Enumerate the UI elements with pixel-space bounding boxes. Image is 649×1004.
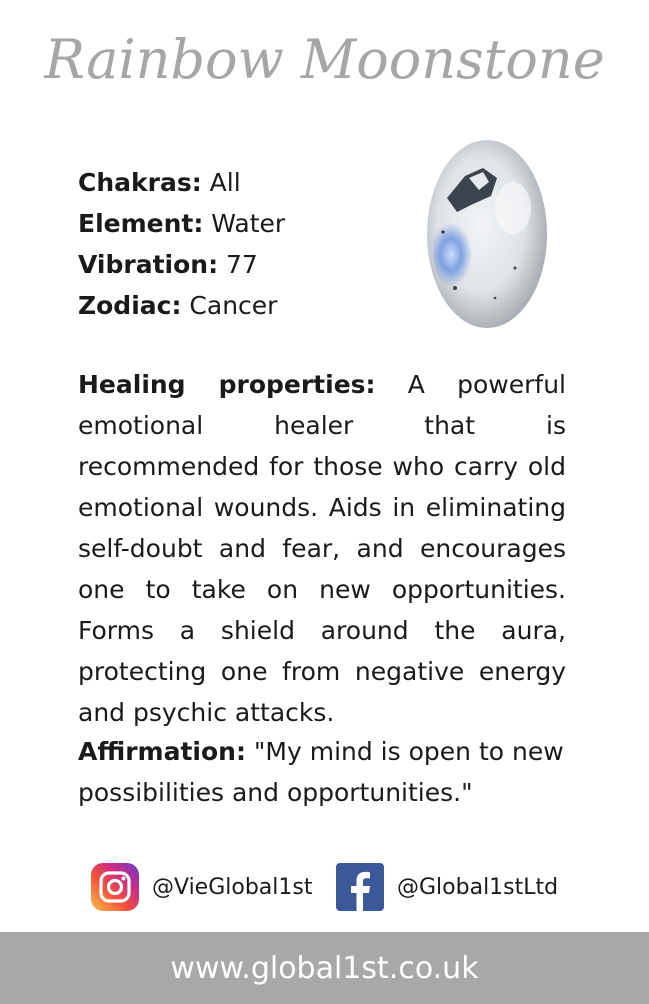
fact-value: Water	[203, 209, 286, 238]
healing-text: A powerful emotional healer that is recommended for those who carry old emotional wounds. Aids in eliminating self-doubt and fear, and encourages one to take on new opportunities. Forms a shield around the aura, protecting one from negative energy and psychic attacks.	[78, 370, 567, 727]
moonstone-image	[425, 138, 549, 330]
facebook-handle: @Global1stLtd	[397, 874, 559, 900]
facebook-icon	[335, 862, 385, 912]
stone-facts	[78, 162, 285, 326]
fact-chakras	[78, 162, 285, 203]
fact-value: 77	[218, 250, 258, 279]
affirmation-text: "My mind is open to new possibilities and opportunities."	[78, 737, 564, 807]
fact-value: All	[201, 168, 241, 197]
fact-label: Zodiac:	[78, 291, 182, 320]
fact-value: Cancer	[181, 291, 278, 320]
healing-label: Healing properties:	[78, 370, 376, 399]
fact-element	[78, 203, 285, 244]
fact-label: Vibration:	[78, 250, 219, 279]
affirmation-label: Affirmation:	[78, 737, 246, 766]
website-link[interactable]: www.global1st.co.uk	[170, 950, 479, 986]
instagram-handle: @VieGlobal1st	[152, 874, 313, 900]
facebook-link[interactable]	[335, 862, 558, 912]
fact-zodiac	[78, 285, 285, 326]
instagram-link[interactable]	[90, 862, 312, 912]
fact-vibration	[78, 244, 285, 285]
healing-properties	[78, 364, 566, 733]
footer-bar	[0, 932, 649, 1004]
fact-label: Element:	[78, 209, 204, 238]
affirmation	[78, 731, 566, 813]
card-title: Rainbow Moonstone	[44, 28, 605, 91]
fact-label: Chakras:	[78, 168, 202, 197]
instagram-icon	[90, 862, 140, 912]
